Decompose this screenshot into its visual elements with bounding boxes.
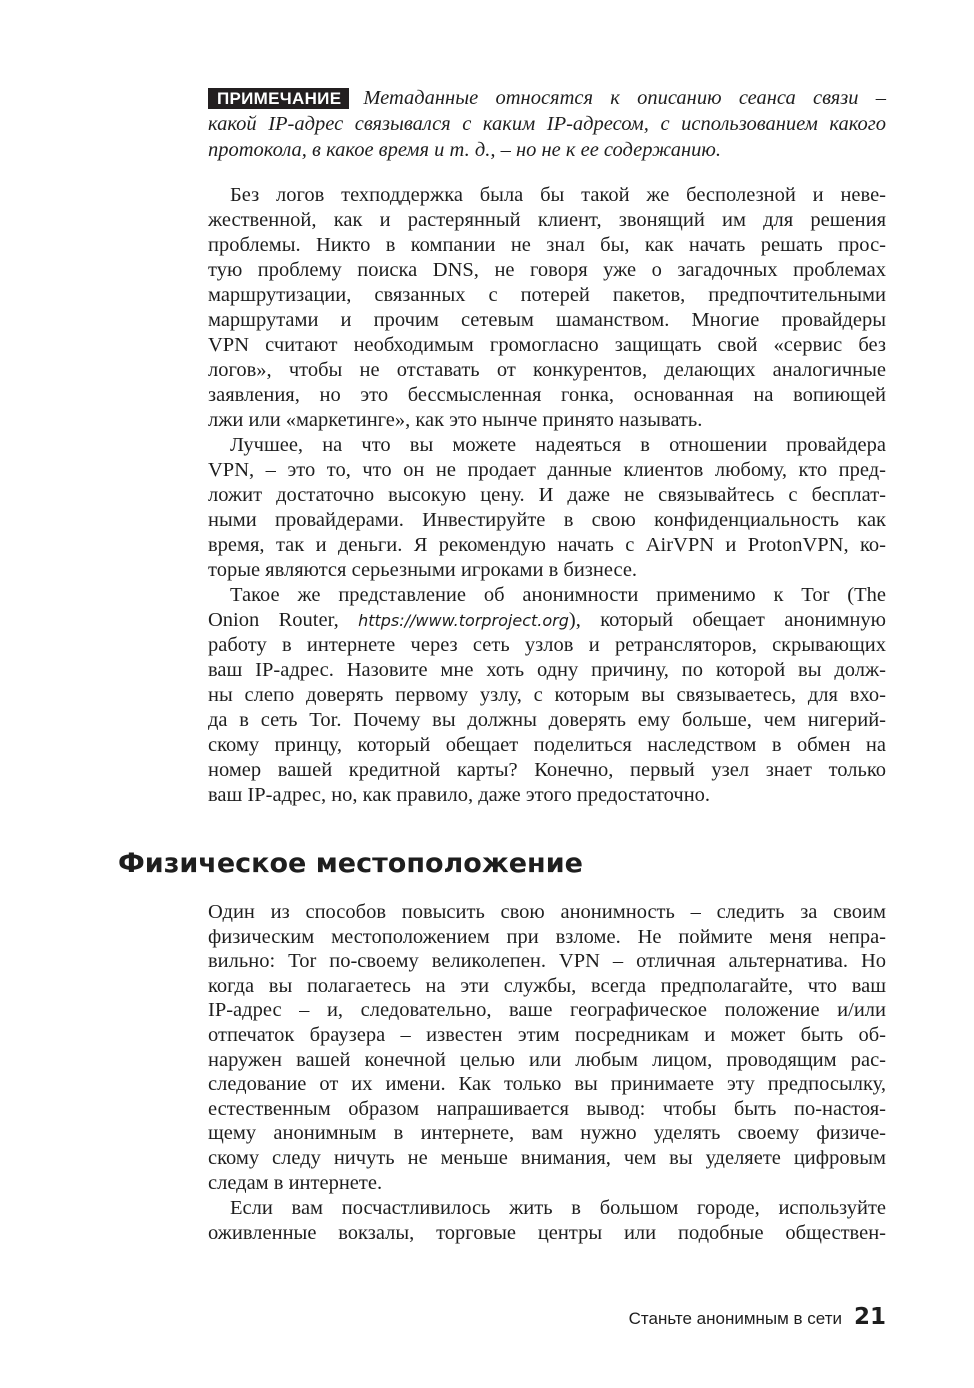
text-line: ными провайдерами. Инвестируйте в свою конфиденциальность как bbox=[208, 509, 886, 531]
text-line: заявления, но это бессмысленная гонка, основанная на вопиющей bbox=[208, 384, 886, 406]
text-line: скому принцу, который обещает поделиться наследством в обмен на bbox=[208, 734, 886, 756]
text-line: вильно: Tor по-своему великолепен. VPN – отличная альтернатива. Но bbox=[208, 950, 886, 973]
page-number: 21 bbox=[853, 1304, 886, 1330]
text-line: ваш IP-адрес. Назовите мне хоть одну причину, по которой вы долж- bbox=[208, 659, 886, 681]
text-line: маршрутизации, связанных с потерей пакетов, предпочтительными bbox=[208, 284, 886, 306]
text-line: отпечаток браузера – известен этим посредникам и может быть об- bbox=[208, 1023, 886, 1046]
text-line: ны слепо доверять первому узлу, с которым вы связываетесь, для вхо- bbox=[208, 684, 886, 706]
text-line: естественным образом напрашивается вывод: чтобы быть по-настоя- bbox=[208, 1097, 886, 1120]
text-line: тую проблему поиска DNS, не говоря уже о загадочных проблемах bbox=[208, 259, 886, 281]
text-span: ), который обещает анонимную bbox=[568, 609, 886, 631]
text-line: следование от их имени. Как только вы принимаете эту предпосылку, bbox=[208, 1073, 886, 1096]
text-line: маршрутами и прочим сетевым шаманством. Многие провайдеры bbox=[208, 309, 886, 331]
paragraph bbox=[208, 900, 886, 1195]
section-heading: Физическое местоположение bbox=[118, 848, 583, 879]
paragraph bbox=[208, 1196, 886, 1245]
note-line bbox=[208, 85, 886, 111]
text-line: проблемы. Никто в компании не знал бы, как начать решать прос- bbox=[208, 234, 886, 256]
text-line: Один из способов повысить свою анонимность – следить за своим bbox=[208, 901, 886, 923]
running-title: Станьте анонимным в сети bbox=[628, 1309, 842, 1328]
text-line: IP-адрес – и, следовательно, ваше географическое положение и/или bbox=[208, 999, 886, 1022]
page-footer bbox=[629, 1304, 886, 1330]
paragraph bbox=[208, 433, 886, 583]
text-line: работу в интернете через сеть узлов и ретрансляторов, скрывающих bbox=[208, 634, 886, 656]
text-line: Лучшее, на что вы можете надеяться в отношении провайдера bbox=[230, 434, 886, 456]
text-line: номер вашей кредитной карты? Конечно, первый узел знает только bbox=[208, 759, 886, 781]
text-line: логов», чтобы не отставать от конкурентов, делающих аналогичные bbox=[208, 359, 886, 381]
note-line: протокола, в какое время и т. д., – но не к ее содержанию. bbox=[208, 139, 722, 161]
text-line: Если вам посчастливилось жить в большом городе, используйте bbox=[230, 1197, 886, 1219]
text-line: когда вы полагаетесь на эти службы, всегда предполагайте, что ваш bbox=[208, 974, 886, 997]
text-span: Onion Router, bbox=[208, 609, 359, 631]
text-line: VPN считают необходимым громогласно защищать свой «сервис без bbox=[208, 334, 886, 356]
text-line: Без логов техподдержка была бы такой же бесполезной и неве- bbox=[230, 184, 886, 206]
text-line: скому следу ничуть не меньше внимания, чем вы уделяете цифровым bbox=[208, 1146, 886, 1169]
text-line: торые являются серьезными игроками в бизнесе. bbox=[208, 559, 638, 581]
text-line: ложит достаточно высокую цену. И даже не связывайтесь с бесплат- bbox=[208, 484, 886, 506]
text-line: Такое же представление об анонимности применимо к Tor (The bbox=[230, 584, 886, 606]
note-text: Метаданные относятся к описанию сеанса связи – bbox=[363, 87, 886, 109]
paragraph bbox=[208, 583, 886, 808]
text-line: следам в интернете. bbox=[208, 1171, 383, 1194]
note-line: какой IP-адрес связывался с каким IP-адресом, с использованием какого bbox=[208, 113, 886, 135]
text-line: да в сеть Tor. Почему вы должны доверять ему больше, чем нигерий- bbox=[208, 709, 886, 731]
torproject-link[interactable]: https://www.torproject.org bbox=[358, 611, 569, 630]
note-label: ПРИМЕЧАНИЕ bbox=[208, 88, 349, 109]
text-line: время, так и деньги. Я рекомендую начать с AirVPN и ProtonVPN, ко- bbox=[208, 534, 886, 556]
text-line: лжи или «маркетинге», как это нынче принято называть. bbox=[208, 409, 703, 431]
paragraph bbox=[208, 183, 886, 433]
text-line: оживленные вокзалы, торговые центры или подобные обществен- bbox=[208, 1221, 886, 1244]
text-line bbox=[208, 608, 886, 633]
text-line: физическим местоположением при взломе. Не поймите меня непра- bbox=[208, 925, 886, 948]
text-line: щему анонимным в интернете, вам нужно уделять своему физиче- bbox=[208, 1122, 886, 1145]
text-line: наружен вашей конечной целью или любым лицом, проводящим рас- bbox=[208, 1048, 886, 1071]
text-line: жественной, как и растерянный клиент, звонящий им для решения bbox=[208, 209, 886, 231]
note-box bbox=[208, 85, 886, 163]
text-line: ваш IP-адрес, но, как правило, даже этого предостаточно. bbox=[208, 784, 711, 806]
text-line: VPN, – это то, что он не продает данные клиентов любому, кто пред- bbox=[208, 459, 886, 481]
